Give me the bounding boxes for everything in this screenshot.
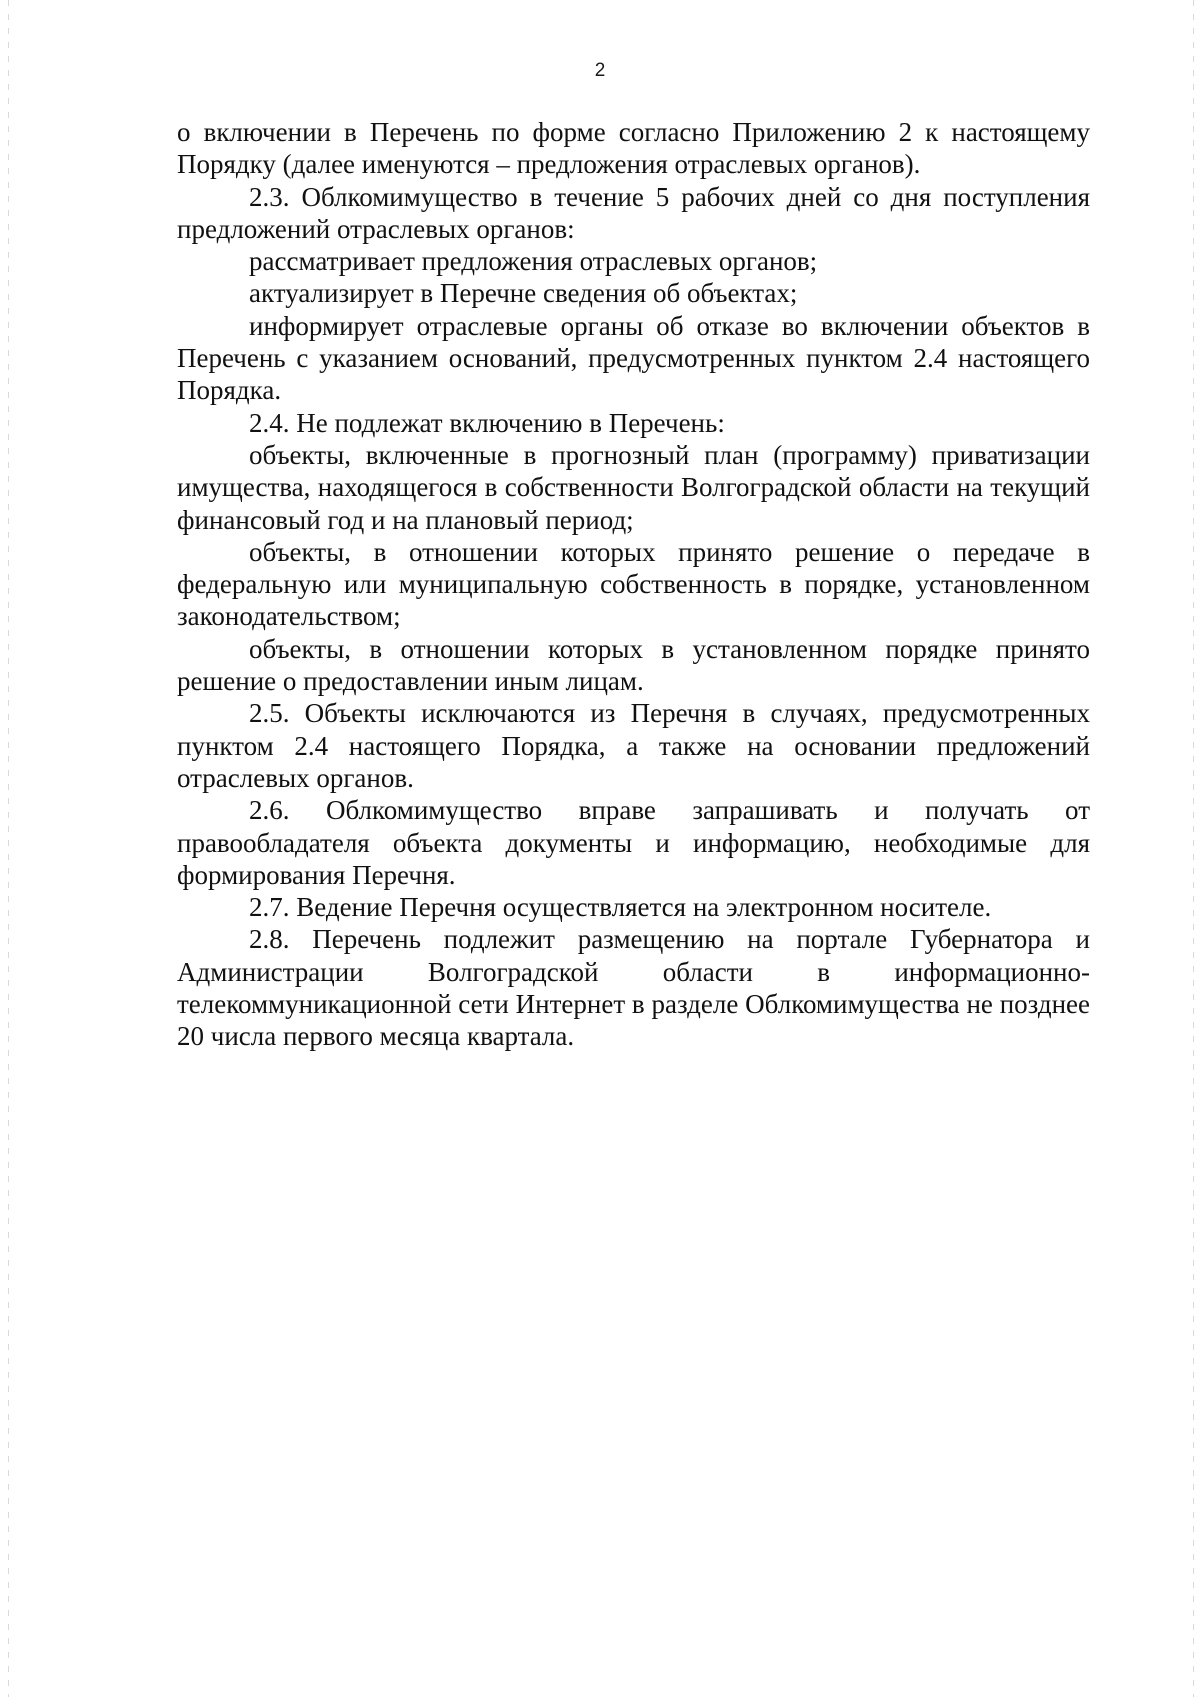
paragraph-2-5: 2.5. Объекты исключаются из Перечня в случаях, предусмотренных пунктом 2.4 настоящего Порядка, а также на основании предложений отраслевых органов. <box>177 698 1090 793</box>
document-body <box>177 116 1090 1053</box>
scan-edge-right <box>1193 0 1194 1697</box>
paragraph-2-6: 2.6. Облкомимущество вправе запрашивать и получать от правообладателя объекта документы и информацию, необходимые для формирования Перечня. <box>177 795 1090 890</box>
paragraph-2-4: 2.4. Не подлежат включению в Перечень: <box>249 407 725 438</box>
paragraph-2-3: 2.3. Облкомимущество в течение 5 рабочих дней со дня поступления предложений отраслевых органов: <box>177 181 1090 244</box>
paragraph-list-item: объекты, в отношении которых принято решение о передаче в федеральную или муниципальную собственность в порядке, установленном законодательством; <box>177 536 1090 632</box>
paragraph-2-8: 2.8. Перечень подлежит размещению на портале Губернатора и Администрации Волгоградской области в информационно-телекоммуникационной сети Интернет в разделе Облкомимущества не позднее 20 числа первого месяца квартала. <box>177 924 1090 1052</box>
paragraph-list-item: актуализирует в Перечне сведения об объектах; <box>249 278 798 309</box>
scan-edge-left <box>8 0 9 1697</box>
paragraph-list-item: информирует отраслевые органы об отказе во включении объектов в Перечень с указанием оснований, предусмотренных пунктом 2.4 настоящего Порядка. <box>177 310 1090 406</box>
paragraph-list-item: рассматривает предложения отраслевых органов; <box>249 246 818 277</box>
paragraph-continuation: о включении в Перечень по форме согласно Приложению 2 к настоящему Порядку (далее именуются – предложения отраслевых органов). <box>177 117 1090 180</box>
paragraph-list-item: объекты, в отношении которых в установленном порядке принято решение о предоставлении иным лицам. <box>177 633 1090 697</box>
page-number: 2 <box>594 60 606 81</box>
paragraph-list-item: объекты, включенные в прогнозный план (программу) приватизации имущества, находящегося в собственности Волгоградской области на текущий финансовый год и на плановый период; <box>177 439 1090 535</box>
paragraph-2-7: 2.7. Ведение Перечня осуществляется на электронном носителе. <box>249 892 992 923</box>
